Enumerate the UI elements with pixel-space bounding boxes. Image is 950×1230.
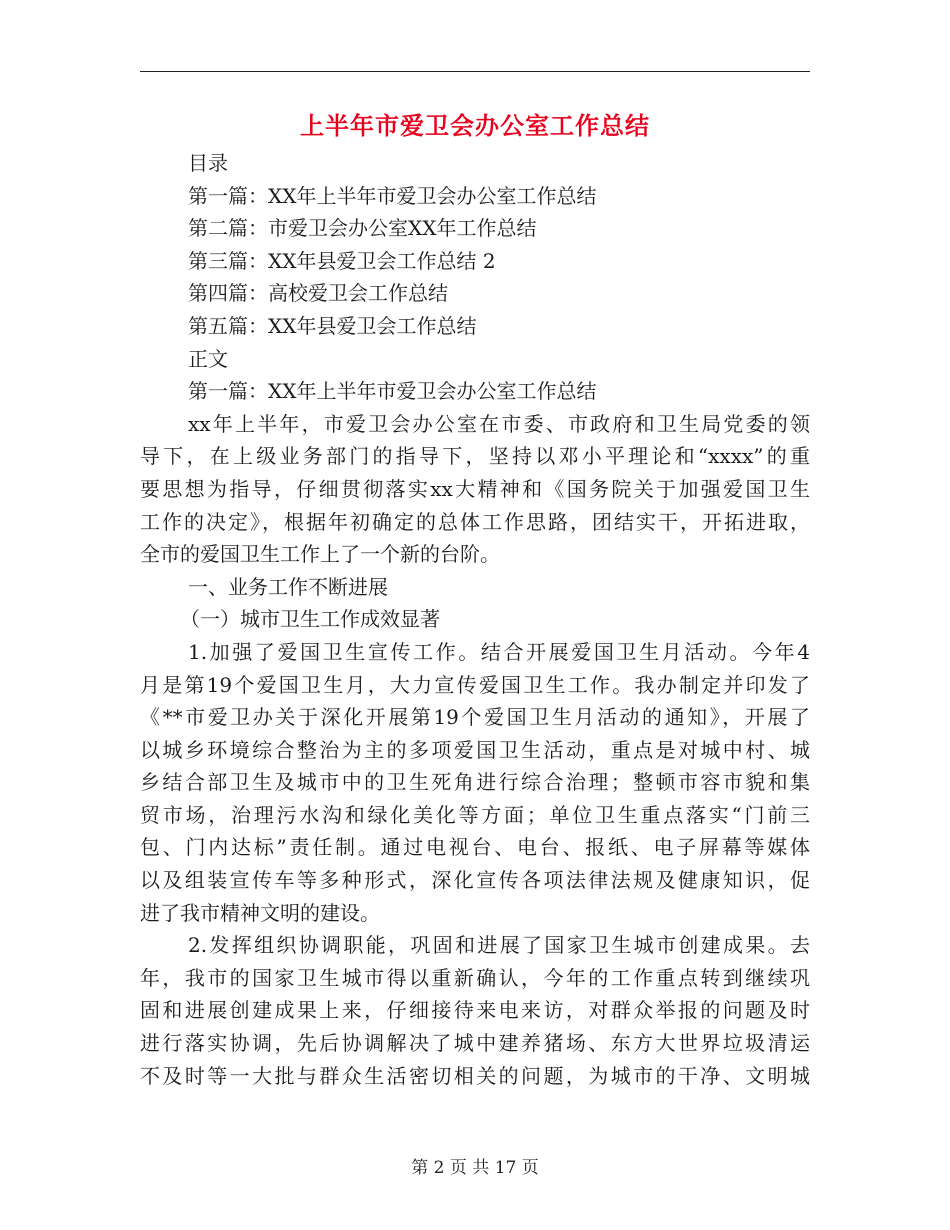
intro-paragraph [140, 408, 810, 571]
paragraph-line: 以城乡环境综合整治为主的多项爱国卫生活动，重点是对城中村、城 [140, 737, 810, 762]
paragraph-line: 进了我市精神文明的建设。 [140, 900, 380, 925]
paragraph-line: 乡结合部卫生及城市中的卫生死角进行综合治理；整顿市容市貌和集 [140, 770, 810, 795]
subsection-heading: （一）城市卫生工作成效显著 [180, 607, 440, 632]
paragraph-line: 年，我市的国家卫生城市得以重新确认，今年的工作重点转到继续巩 [140, 965, 810, 990]
paragraph-line: 以及组装宣传车等多种形式，深化宣传各项法律法规及健康知识，促 [140, 868, 810, 893]
body-heading: 正文 [188, 346, 228, 371]
item-paragraph [140, 636, 810, 929]
paragraph-line: 不及时等一大批与群众生活密切相关的问题，为城市的干净、文明城 [140, 1063, 810, 1088]
page-footer: 第 2 页 共 17 页 [411, 1158, 539, 1178]
paragraph-line: 进行落实协调，先后协调解决了城中建养猪场、东方大世界垃圾清运 [140, 1031, 810, 1056]
paragraph-line: 贸市场，治理污水沟和绿化美化等方面；单位卫生重点落实“门前三 [140, 802, 810, 827]
paragraph-line: 要思想为指导，仔细贯彻落实xx大精神和《国务院关于加强爱国卫生 [140, 476, 810, 501]
toc-item: 第三篇：XX年县爱卫会工作总结 2 [188, 248, 496, 273]
paragraph-line: 固和进展创建成果上来，仔细接待来电来访，对群众举报的问题及时 [140, 998, 810, 1023]
document-title: 上半年市爱卫会办公室工作总结 [300, 112, 650, 140]
article-title: 第一篇：XX年上半年市爱卫会办公室工作总结 [188, 379, 597, 404]
paragraph-line: 工作的决定》，根据年初确定的总体工作思路，团结实干，开拓进取， [140, 509, 810, 534]
section-heading: 一、业务工作不断进展 [188, 574, 388, 599]
paragraph-line: 1.加强了爱国卫生宣传工作。结合开展爱国卫生月活动。今年4 [188, 639, 810, 664]
document-body [140, 147, 810, 1092]
item-paragraph [140, 929, 810, 1092]
header-rule [140, 71, 810, 72]
paragraph-line: 月是第19个爱国卫生月，大力宣传爱国卫生工作。我办制定并印发了 [140, 672, 810, 697]
paragraph-line: 包、门内达标”责任制。通过电视台、电台、报纸、电子屏幕等媒体 [140, 835, 810, 860]
toc-item: 第五篇：XX年县爱卫会工作总结 [188, 313, 477, 338]
toc-item: 第二篇：市爱卫会办公室XX年工作总结 [188, 216, 537, 241]
toc-item: 第四篇：高校爱卫会工作总结 [188, 281, 448, 306]
toc-heading: 目录 [188, 151, 228, 175]
paragraph-line: 导下，在上级业务部门的指导下，坚持以邓小平理论和“xxxx”的重 [140, 444, 810, 469]
paragraph-line: 2.发挥组织协调职能，巩固和进展了国家卫生城市创建成果。去 [188, 933, 810, 958]
paragraph-line: xx年上半年，市爱卫会办公室在市委、市政府和卫生局党委的领 [188, 411, 810, 436]
paragraph-line: 全市的爱国卫生工作上了一个新的台阶。 [140, 542, 500, 567]
toc-item: 第一篇：XX年上半年市爱卫会办公室工作总结 [188, 183, 597, 208]
paragraph-line: 《**市爱卫办关于深化开展第19个爱国卫生月活动的通知》，开展了 [140, 705, 810, 730]
